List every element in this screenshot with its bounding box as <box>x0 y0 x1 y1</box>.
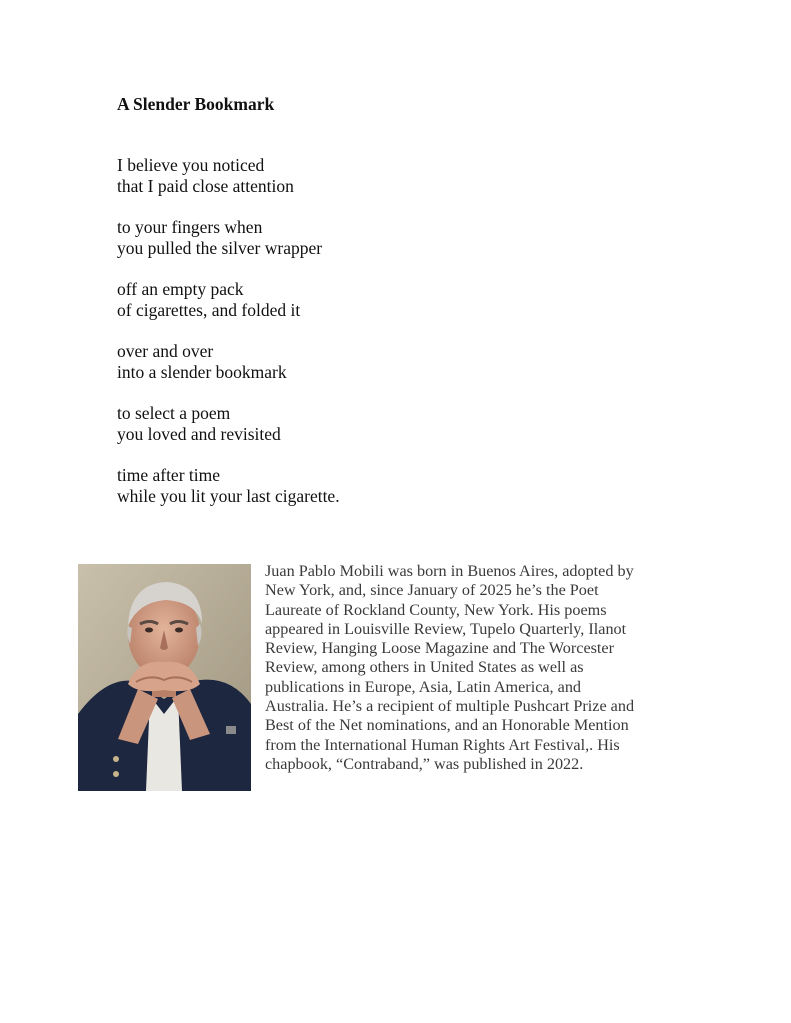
poem-line: into a slender bookmark <box>117 362 287 382</box>
stanza <box>117 465 340 507</box>
author-bio <box>265 562 665 774</box>
poem-line: to select a poem <box>117 403 231 423</box>
bio-line: Review, among others in United States as well as <box>265 658 584 677</box>
poem-line: time after time <box>117 465 221 485</box>
bio-line: publications in Europe, Asia, Latin America, and <box>265 677 582 696</box>
bio-line: Juan Pablo Mobili was born in Buenos Aires, adopted by <box>265 562 634 580</box>
poem-line: while you lit your last cigarette. <box>117 486 340 506</box>
stanza <box>117 341 340 383</box>
bio-line: New York, and, since January of 2025 he’s the Poet <box>265 581 599 600</box>
poem-title: A Slender Bookmark <box>117 94 275 114</box>
bio-line: chapbook, “Contraband,” was published in 2022. <box>265 754 584 773</box>
poem-line: you pulled the silver wrapper <box>117 238 323 258</box>
bio-line: appeared in Louisville Review, Tupelo Quarterly, Ilanot <box>265 619 627 638</box>
bio-line: Best of the Net nominations, and an Honorable Mention <box>265 716 629 735</box>
stanza <box>117 279 340 321</box>
author-photo <box>78 564 251 791</box>
poem-line: off an empty pack <box>117 279 244 299</box>
stanza <box>117 403 340 445</box>
author-portrait-image <box>78 564 251 791</box>
bio-line: Australia. He’s a recipient of multiple Pushcart Prize and <box>265 697 635 716</box>
bio-line: from the International Human Rights Art Festival,. His <box>265 735 620 754</box>
bio-line: Laureate of Rockland County, New York. His poems <box>265 600 607 619</box>
poem-line: you loved and revisited <box>117 424 281 444</box>
stanza <box>117 155 340 197</box>
poem-line: that I paid close attention <box>117 176 294 196</box>
poem-line: over and over <box>117 341 214 361</box>
poem-body <box>117 155 340 527</box>
poem-line: of cigarettes, and folded it <box>117 300 301 320</box>
poem-line: to your fingers when <box>117 217 263 237</box>
poem-line: I believe you noticed <box>117 155 265 175</box>
bio-line: Review, Hanging Loose Magazine and The Worcester <box>265 639 615 658</box>
stanza <box>117 217 340 259</box>
